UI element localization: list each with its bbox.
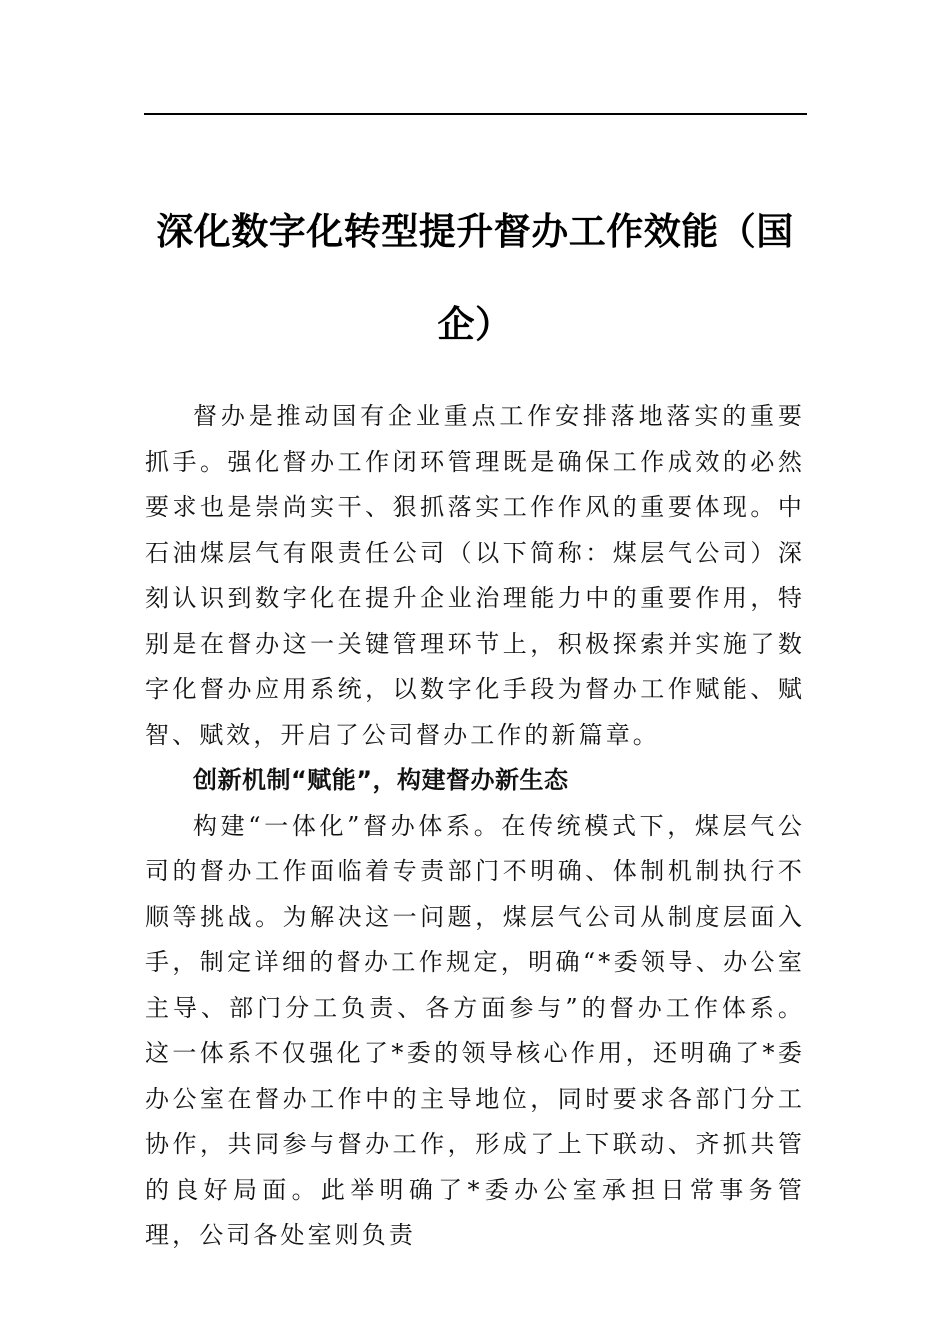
document-title: [150, 185, 800, 371]
document-body: [145, 394, 805, 1259]
title-line-1: 深化数字化转型提升督办工作效能（国: [156, 208, 794, 253]
section-paragraph: 构建“一体化”督办体系。在传统模式下，煤层气公司的督办工作面临着专责部门不明确、体制机制执行不顺等挑战。为解决这一问题，煤层气公司从制度层面入手，制定详细的督办工作规定，明确“*委领导、办公室主导、部门分工负责、各方面参与”的督办工作体系。这一体系不仅强化了*委的领导核心作用，还明确了*委办公室在督办工作中的主导地位，同时要求各部门分工协作，共同参与督办工作，形成了上下联动、齐抓共管的良好局面。此举明确了*委办公室承担日常事务管理，公司各处室则负责: [145, 811, 805, 1249]
section-heading: 创新机制“赋能”，构建督办新生态: [193, 766, 569, 794]
title-line-2: 企）: [437, 301, 513, 346]
top-divider-rule: [144, 113, 807, 115]
intro-paragraph: 督办是推动国有企业重点工作安排落地落实的重要抓手。强化督办工作闭环管理既是确保工作成效的必然要求也是崇尚实干、狠抓落实工作作风的重要体现。中石油煤层气有限责任公司（以下简称：煤层气公司）深刻认识到数字化在提升企业治理能力中的重要作用，特别是在督办这一关键管理环节上，积极探索并实施了数字化督办应用系统，以数字化手段为督办工作赋能、赋智、赋效，开启了公司督办工作的新篇章。: [145, 402, 805, 749]
